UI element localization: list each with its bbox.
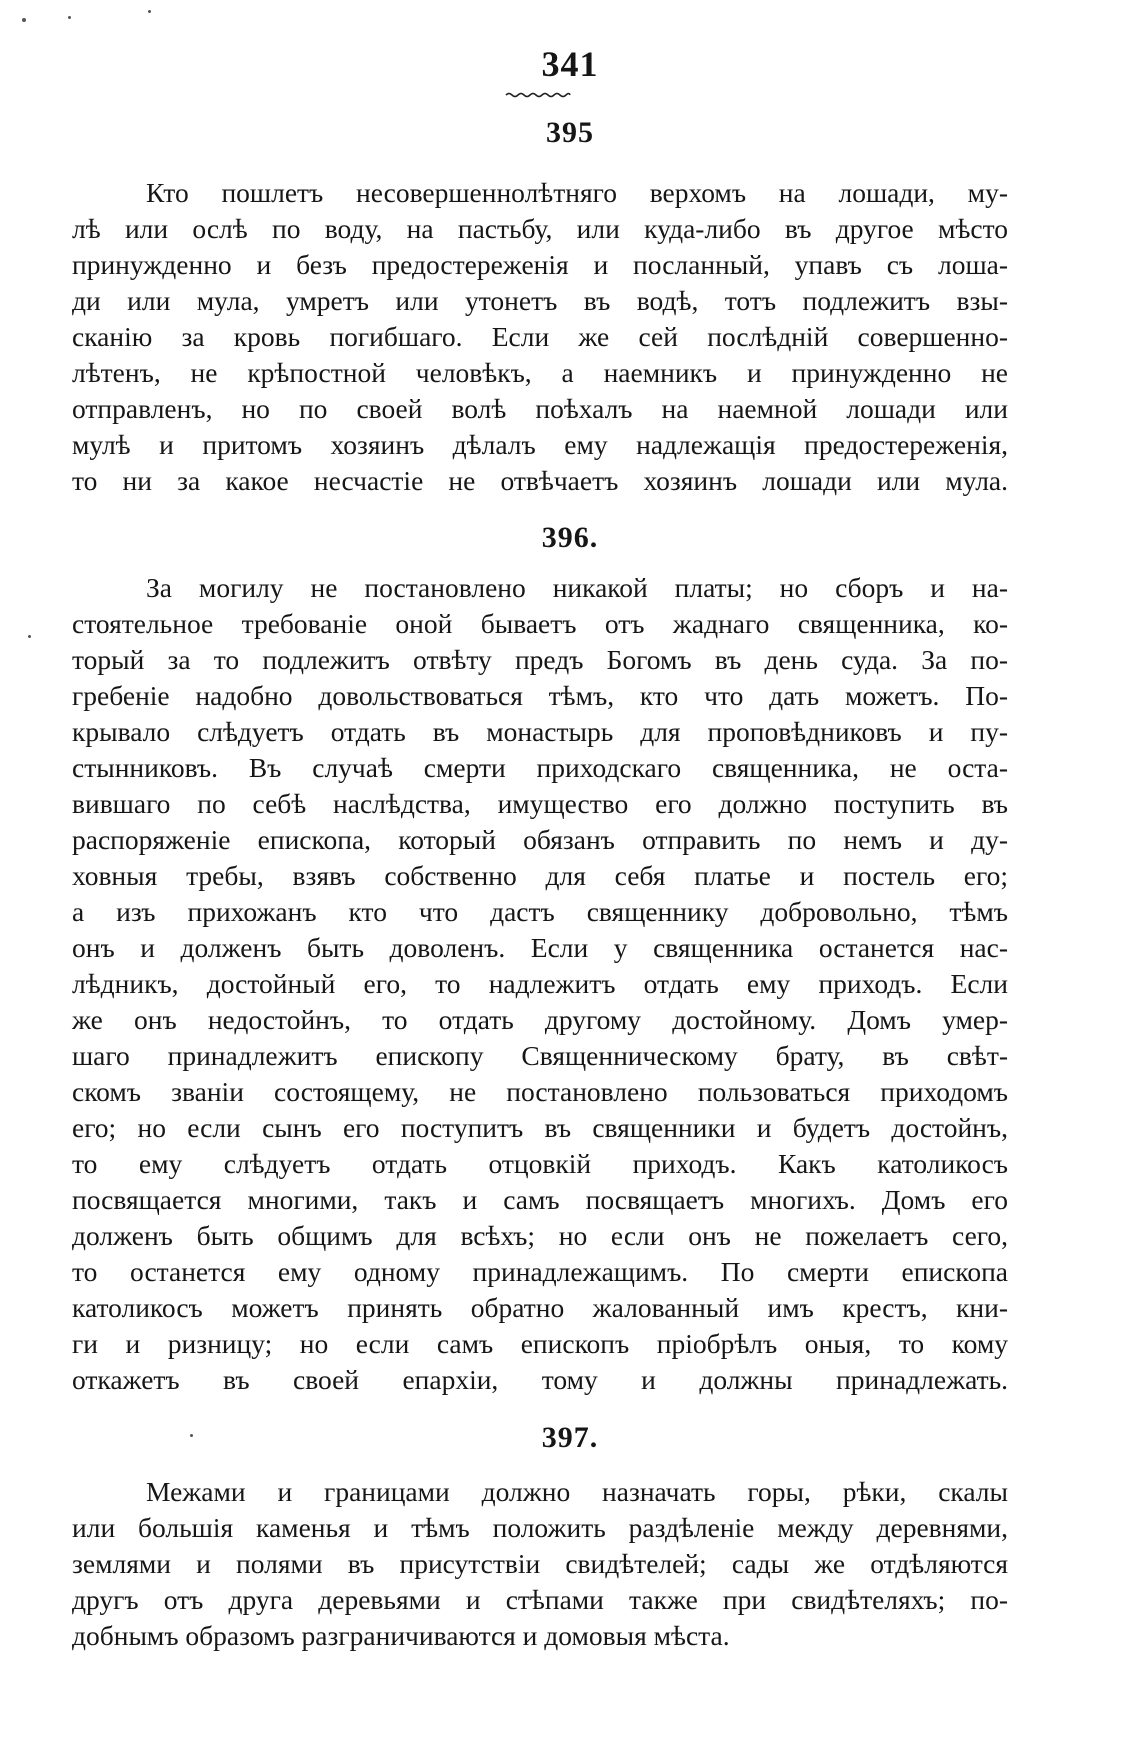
text-line: то останется ему одному принадлежащимъ. По смерти епископа bbox=[72, 1256, 1008, 1287]
text-line: гребеніе надобно довольствоваться тѣмъ, кто что дать можетъ. По- bbox=[72, 680, 1008, 711]
text-line: или большія каменья и тѣмъ положить раздѣленіе между деревнями, bbox=[72, 1512, 1008, 1543]
text-line: лѣ или ослѣ по воду, на пастьбу, или куда-либо въ другое мѣсто bbox=[72, 213, 1008, 244]
text-line: скомъ званіи состоящему, не постановлено пользоваться приходомъ bbox=[72, 1076, 1008, 1107]
scan-speck bbox=[28, 635, 31, 638]
text-line: ги и ризницу; но если самъ епископъ пріобрѣлъ оныя, то кому bbox=[72, 1328, 1008, 1359]
text-line: а изъ прихожанъ кто что дастъ священнику добровольно, тѣмъ bbox=[72, 896, 1008, 927]
scan-speck bbox=[190, 1434, 193, 1437]
page-number-ornament bbox=[505, 91, 571, 99]
text-line: то ему слѣдуетъ отдать отцовкій приходъ. Какъ католикосъ bbox=[72, 1148, 1008, 1179]
text-line: то ни за какое несчастіе не отвѣчаетъ хозяинъ лошади или мула. bbox=[72, 465, 1008, 496]
page-number: 341 bbox=[541, 44, 599, 84]
scan-speck bbox=[68, 16, 71, 19]
section-396 bbox=[0, 519, 1140, 557]
text-line: лѣдникъ, достойный его, то надлежитъ отдать ему приходъ. Если bbox=[72, 968, 1008, 999]
text-line: же онъ недостойнъ, то отдать другому достойному. Домъ умер- bbox=[72, 1004, 1008, 1035]
text-line: отправленъ, но по своей волѣ поѣхалъ на наемной лошади или bbox=[72, 393, 1008, 424]
section-number: 396. bbox=[541, 521, 599, 554]
scan-speck bbox=[148, 10, 151, 13]
text-line: Кто пошлетъ несовершеннолѣтняго верхомъ на лошади, му- bbox=[146, 177, 1008, 208]
text-line: добнымъ образомъ разграничиваются и домовыя мѣста. bbox=[72, 1620, 730, 1651]
text-line: принужденно и безъ предостереженія и посланный, упавъ съ лоша- bbox=[72, 249, 1008, 280]
text-line: вившаго по себѣ наслѣдства, имущество его должно поступить въ bbox=[72, 788, 1008, 819]
text-line: посвящается многими, такъ и самъ посвящаетъ многихъ. Домъ его bbox=[72, 1184, 1008, 1215]
text-line: откажетъ въ своей епархіи, тому и должны принадлежать. bbox=[72, 1364, 1008, 1395]
text-line: стынниковъ. Въ случаѣ смерти приходскаго священника, не оста- bbox=[72, 752, 1008, 783]
section-397 bbox=[0, 1419, 1140, 1457]
text-line: крывало слѣдуетъ отдать въ монастырь для проповѣдниковъ и пу- bbox=[72, 716, 1008, 747]
text-line: лѣтенъ, не крѣпостной человѣкъ, а наемникъ и принужденно не bbox=[72, 357, 1008, 388]
text-line: За могилу не постановлено никакой платы; но сборъ и на- bbox=[146, 572, 1008, 603]
text-line: землями и полями въ присутствіи свидѣтелей; сады же отдѣляются bbox=[72, 1548, 1008, 1579]
section-395 bbox=[0, 114, 1140, 152]
text-line: другъ отъ друга деревьями и стѣпами также при свидѣтеляхъ; по- bbox=[72, 1584, 1008, 1615]
section-number: 397. bbox=[541, 1421, 599, 1454]
text-line: долженъ быть общимъ для всѣхъ; но если онъ не пожелаетъ сего, bbox=[72, 1220, 1008, 1251]
text-line: Межами и границами должно назначать горы, рѣки, скалы bbox=[146, 1476, 1008, 1507]
text-line: торый за то подлежитъ отвѣту предъ Богомъ въ день суда. За по- bbox=[72, 644, 1008, 675]
scan-speck bbox=[22, 18, 26, 22]
text-line: ховныя требы, взявъ собственно для себя платье и постель его; bbox=[72, 860, 1008, 891]
text-line: католикосъ можетъ принять обратно жалованный имъ крестъ, кни- bbox=[72, 1292, 1008, 1323]
text-line: онъ и долженъ быть доволенъ. Если у священника останется нас- bbox=[72, 932, 1008, 963]
text-line: распоряженіе епископа, который обязанъ отправить по немъ и ду- bbox=[72, 824, 1008, 855]
text-line: шаго принадлежитъ епископу Священническому брату, въ свѣт- bbox=[72, 1040, 1008, 1071]
text-line: его; но если сынъ его поступитъ въ священники и будетъ достойнъ, bbox=[72, 1112, 1008, 1143]
text-line: стоятельное требованіе оной бываетъ отъ жаднаго священника, ко- bbox=[72, 608, 1008, 639]
text-line: ди или мула, умретъ или утонетъ въ водѣ, тотъ подлежитъ взы- bbox=[72, 285, 1008, 316]
text-line: сканію за кровь погибшаго. Если же сей послѣдній совершенно- bbox=[72, 321, 1008, 352]
text-line: мулѣ и притомъ хозяинъ дѣлалъ ему надлежащія предостереженія, bbox=[72, 429, 1008, 460]
section-number: 395 bbox=[546, 116, 594, 149]
